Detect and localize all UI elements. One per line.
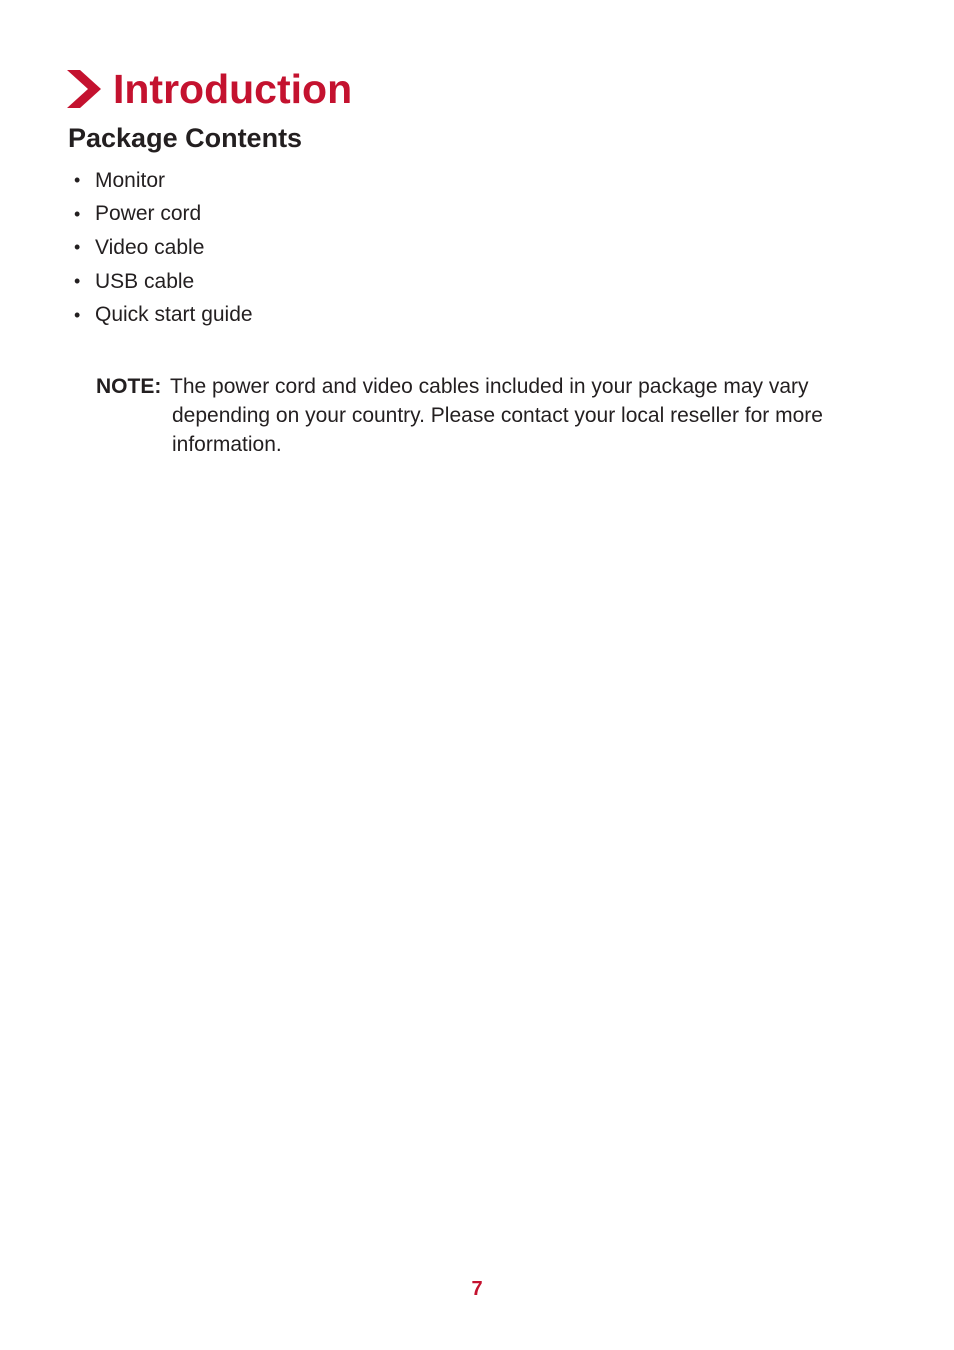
list-item (74, 198, 253, 232)
section-title: Package Contents (68, 123, 303, 153)
package-contents-list (74, 164, 253, 332)
bullet-icon: • (74, 304, 81, 325)
list-item-label: Power cord (95, 202, 202, 226)
note-block (96, 372, 876, 459)
list-item (74, 265, 253, 299)
bullet-icon: • (74, 271, 81, 292)
bullet-icon: • (74, 170, 81, 191)
note-text: The power cord and video cables included in your package may vary depending on your country. Please contact your local reseller for more information. (170, 375, 823, 456)
list-item-label: Monitor (95, 168, 166, 192)
bullet-icon: • (74, 203, 81, 224)
list-item-label: Quick start guide (95, 303, 253, 327)
list-item-label: USB cable (95, 269, 195, 293)
chevron-right-icon (67, 70, 101, 108)
list-item-label: Video cable (95, 235, 205, 259)
note-label: NOTE: (96, 375, 162, 398)
list-item (74, 231, 253, 265)
bullet-icon: • (74, 237, 81, 258)
chapter-heading (67, 64, 352, 114)
list-item (74, 298, 253, 332)
list-item (74, 164, 253, 198)
page-number: 7 (471, 1278, 483, 1300)
chapter-title: Introduction (113, 66, 353, 112)
